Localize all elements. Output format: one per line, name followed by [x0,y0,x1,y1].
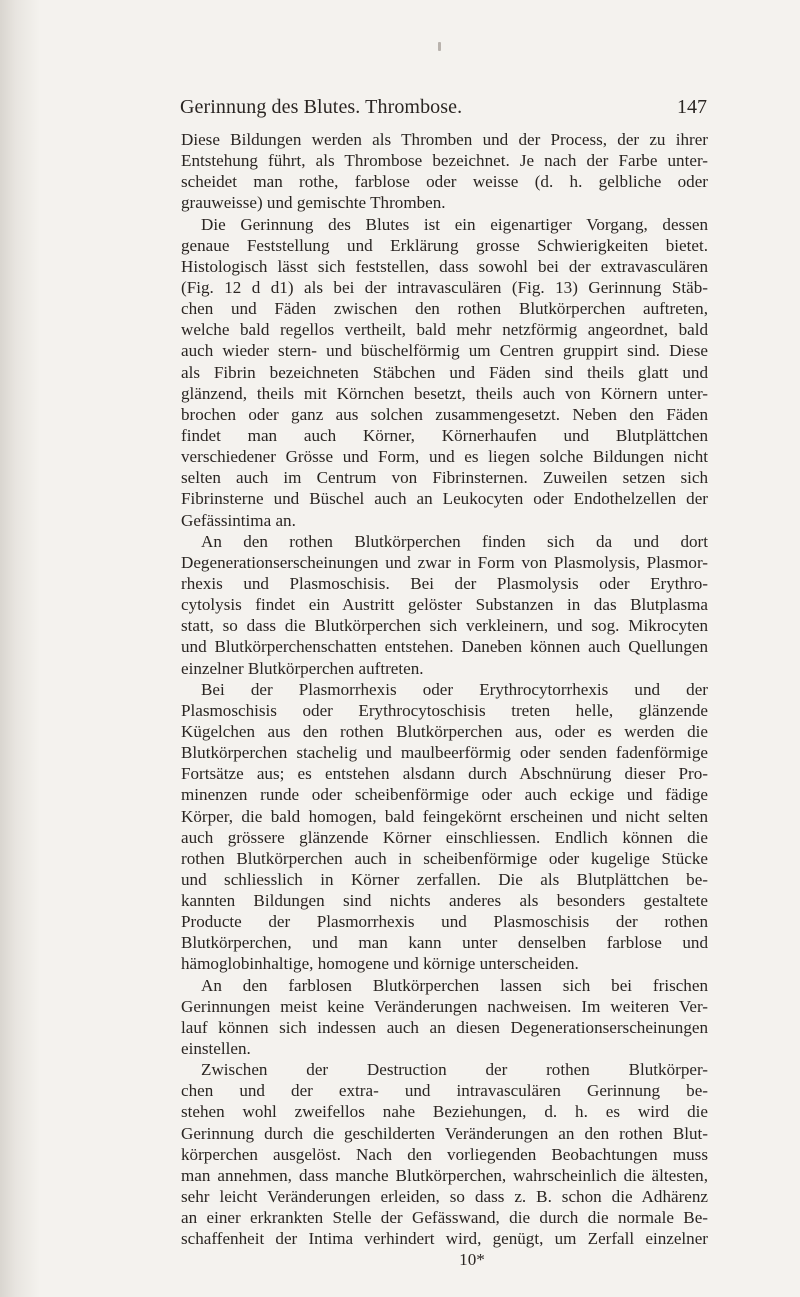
text-line: Körper, die bald homogen, bald feingekörnt erscheinen und nicht selten [181,806,708,826]
text-line: Blutkörperchen, und man kann unter denselben farblose und [181,933,708,953]
text-line: und schliesslich in Körner zerfallen. Die als Blutplättchen be- [181,869,708,889]
text-line: chen und der extra- und intravasculären Gerinnung be- [181,1081,708,1101]
text-line: glänzend, theils mit Körnchen besetzt, theils auch von Körnern unter- [181,383,708,403]
text-line: rothen Blutkörperchen auch in scheibenförmige oder kugelige Stücke [181,848,708,868]
text-line: Fortsätze aus; es entstehen alsdann durch Abschnürung dieser Pro- [181,764,708,784]
text-line: brochen oder ganz aus solchen zusammengesetzt. Neben den Fäden [181,404,708,424]
text-line: auch wieder stern- und büschelförmig um Centren gruppirt sind. Diese [181,341,708,361]
text-line: Gerinnung durch die geschilderten Veränderungen an den rothen Blut- [181,1123,708,1143]
text-line: als Fibrin bezeichneten Stäbchen und Fäden sind theils glatt und [181,362,708,382]
text-line: Entstehung führt, als Thrombose bezeichnet. Je nach der Farbe unter- [181,151,708,171]
text-line: Gefässintima an. [181,510,296,530]
text-line: Bei der Plasmorrhexis oder Erythrocytorrhexis und der [201,679,708,699]
text-line: Histologisch lässt sich feststellen, dass sowohl bei der extravasculären [181,256,708,276]
text-line: Gerinnungen meist keine Veränderungen nachweisen. Im weiteren Ver- [181,996,708,1016]
text-line: Zwischen der Destruction der rothen Blutkörper- [201,1060,708,1080]
body-text [181,129,708,1271]
text-line: rhexis und Plasmoschisis. Bei der Plasmolysis oder Erythro- [181,573,708,593]
text-line: scheidet man rothe, farblose oder weisse (d. h. gelbliche oder [181,172,708,192]
text-line: körperchen ausgelöst. Nach den vorliegenden Beobachtungen muss [181,1144,708,1164]
text-line: kannten Bildungen sind nichts anderes als besonders gestaltete [181,891,708,911]
text-line: cytolysis findet ein Austritt gelöster Substanzen in das Blutplasma [181,595,708,615]
text-line: Degenerationserscheinungen und zwar in Form von Plasmolysis, Plasmor- [181,552,708,572]
text-line: an einer erkrankten Stelle der Gefässwand, die durch die normale Be- [181,1208,708,1228]
text-line: und Blutkörperchenschatten entstehen. Daneben können auch Quellungen [181,637,708,657]
text-line: Plasmoschisis oder Erythrocytoschisis treten helle, glänzende [181,700,708,720]
text-line: Kügelchen aus den rothen Blutkörperchen aus, oder es werden die [181,721,708,741]
page-number: 147 [677,96,707,118]
text-line: hämoglobinhaltige, homogene und körnige unterscheiden. [181,954,579,974]
text-line: minenzen runde oder scheibenförmige oder auch eckige und fädige [181,785,708,805]
sheet-signature: 10* [459,1250,485,1270]
text-line: verschiedener Grösse und Form, und es liegen solche Bildungen nicht [181,447,708,467]
text-line: selten auch im Centrum von Fibrinsternen. Zuweilen setzen sich [181,468,708,488]
text-line: stehen wohl zweifellos nahe Beziehungen, d. h. es wird die [181,1102,708,1122]
text-line: einstellen. [181,1039,251,1059]
text-line: statt, so dass die Blutkörperchen sich verkleinern, und sog. Mikrocyten [181,616,708,636]
text-line: grauweisse) und gemischte Thromben. [181,193,446,213]
text-line: Diese Bildungen werden als Thromben und der Process, der zu ihrer [181,130,708,149]
running-header [160,96,707,120]
text-line: findet man auch Körner, Körnerhaufen und Blutplättchen [181,425,708,445]
scan-mark [438,42,441,51]
text-line: welche bald regellos vertheilt, bald mehr netzförmig angeordnet, bald [181,320,708,340]
text-line: Fibrinsterne und Büschel auch an Leukocyten oder Endothelzellen der [181,489,708,509]
text-line: Producte der Plasmorrhexis und Plasmoschisis der rothen [181,912,708,932]
text-line: An den rothen Blutkörperchen finden sich da und dort [201,531,708,551]
text-line: einzelner Blutkörperchen auftreten. [181,658,424,678]
text-line: chen und Fäden zwischen den rothen Blutkörperchen auftreten, [181,299,708,319]
text-line: lauf können sich indessen auch an diesen Degenerationserscheinungen [181,1017,708,1037]
text-line: genaue Feststellung und Erklärung grosse Schwierigkeiten bietet. [181,235,708,255]
text-line: An den farblosen Blutkörperchen lassen sich bei frischen [201,975,708,995]
text-line: Die Gerinnung des Blutes ist ein eigenartiger Vorgang, dessen [201,214,708,234]
text-line: (Fig. 12 d d1) als bei der intravasculären (Fig. 13) Gerinnung Stäb- [181,277,708,297]
text-line: sehr leicht Veränderungen erleiden, so dass z. B. schon die Adhärenz [181,1187,708,1207]
header-title: Gerinnung des Blutes. Thrombose. [180,96,463,118]
text-line: auch grössere glänzende Körner einschliessen. Endlich können die [181,827,708,847]
text-line: Blutkörperchen stachelig und maulbeerförmig oder senden fadenförmige [181,743,708,763]
scan-margin-shading [0,0,40,1297]
text-line: schaffenheit der Intima verhindert wird, genügt, um Zerfall einzelner [181,1229,708,1249]
text-line: man annehmen, dass manche Blutkörperchen, wahrscheinlich die ältesten, [181,1165,708,1185]
